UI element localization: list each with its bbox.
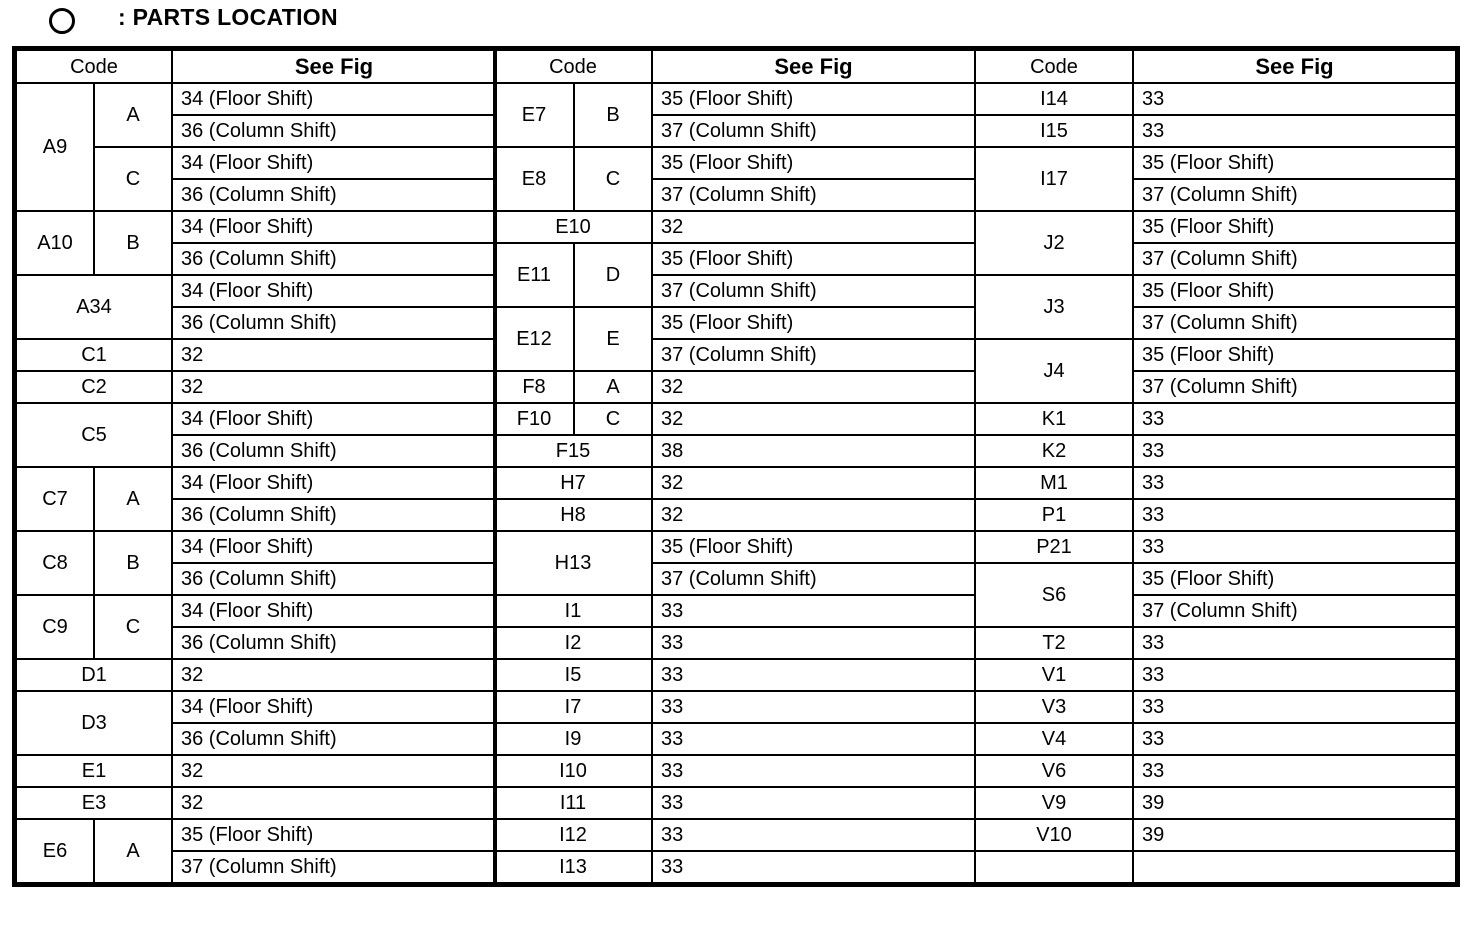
see-fig-cell: 37 (Column Shift) bbox=[1133, 595, 1456, 627]
table-row bbox=[16, 83, 496, 115]
table-row bbox=[16, 755, 496, 787]
code-cell: P21 bbox=[975, 531, 1133, 563]
see-fig-cell: 36 (Column Shift) bbox=[172, 723, 496, 755]
table-row bbox=[975, 115, 1456, 147]
see-fig-cell: 33 bbox=[1133, 659, 1456, 691]
see-fig-cell bbox=[1133, 851, 1456, 883]
code-cell: C7 bbox=[16, 467, 94, 531]
table-row bbox=[16, 467, 496, 499]
see-fig-cell: 33 bbox=[1133, 755, 1456, 787]
code-cell: C8 bbox=[16, 531, 94, 595]
code-cell: E3 bbox=[16, 787, 172, 819]
code-cell: C9 bbox=[16, 595, 94, 659]
see-fig-cell: 32 bbox=[172, 371, 496, 403]
code-cell: S6 bbox=[975, 563, 1133, 627]
code-cell: F8 bbox=[494, 371, 574, 403]
code-cell: F15 bbox=[494, 435, 652, 467]
see-fig-cell: 35 (Floor Shift) bbox=[1133, 211, 1456, 243]
code-cell: V3 bbox=[975, 691, 1133, 723]
see-fig-cell: 37 (Column Shift) bbox=[652, 179, 975, 211]
code-cell: E6 bbox=[16, 819, 94, 883]
see-fig-cell: 33 bbox=[1133, 115, 1456, 147]
code-cell: A9 bbox=[16, 83, 94, 211]
see-fig-cell: 39 bbox=[1133, 819, 1456, 851]
code-cell: M1 bbox=[975, 467, 1133, 499]
code-cell: J2 bbox=[975, 211, 1133, 275]
see-fig-cell: 33 bbox=[652, 659, 975, 691]
see-fig-cell: 33 bbox=[652, 787, 975, 819]
see-fig-cell: 33 bbox=[1133, 435, 1456, 467]
code-cell: A bbox=[94, 819, 172, 883]
see-fig-cell: 33 bbox=[652, 627, 975, 659]
see-fig-cell: 33 bbox=[652, 595, 975, 627]
table-row bbox=[494, 147, 975, 179]
code-cell: J4 bbox=[975, 339, 1133, 403]
see-fig-cell: 35 (Floor Shift) bbox=[1133, 275, 1456, 307]
see-fig-header: See Fig bbox=[652, 50, 975, 83]
see-fig-cell: 37 (Column Shift) bbox=[1133, 371, 1456, 403]
see-fig-cell: 37 (Column Shift) bbox=[652, 563, 975, 595]
code-cell: I5 bbox=[494, 659, 652, 691]
code-cell: C5 bbox=[16, 403, 172, 467]
code-cell: V10 bbox=[975, 819, 1133, 851]
code-cell: A34 bbox=[16, 275, 172, 339]
code-cell: D bbox=[574, 243, 652, 307]
table-row bbox=[975, 467, 1456, 499]
code-cell: E1 bbox=[16, 755, 172, 787]
table-row bbox=[975, 275, 1456, 307]
table-row bbox=[494, 595, 975, 627]
table-row bbox=[975, 531, 1456, 563]
table-row bbox=[16, 691, 496, 723]
see-fig-cell: 32 bbox=[172, 755, 496, 787]
table-row bbox=[975, 819, 1456, 851]
code-cell: J3 bbox=[975, 275, 1133, 339]
code-cell: C bbox=[574, 147, 652, 211]
see-fig-cell: 37 (Column Shift) bbox=[172, 851, 496, 883]
code-cell: C2 bbox=[16, 371, 172, 403]
table-row bbox=[975, 755, 1456, 787]
code-cell: D1 bbox=[16, 659, 172, 691]
table-row bbox=[494, 499, 975, 531]
table-row bbox=[975, 83, 1456, 115]
table-row bbox=[975, 147, 1456, 179]
see-fig-cell: 33 bbox=[1133, 723, 1456, 755]
see-fig-cell: 34 (Floor Shift) bbox=[172, 275, 496, 307]
table-row bbox=[494, 467, 975, 499]
code-cell: I10 bbox=[494, 755, 652, 787]
code-cell: I12 bbox=[494, 819, 652, 851]
circle-icon bbox=[49, 8, 75, 34]
code-cell: H8 bbox=[494, 499, 652, 531]
see-fig-cell: 36 (Column Shift) bbox=[172, 307, 496, 339]
table-row bbox=[975, 563, 1456, 595]
code-cell: I17 bbox=[975, 147, 1133, 211]
see-fig-cell: 32 bbox=[652, 467, 975, 499]
code-cell: V6 bbox=[975, 755, 1133, 787]
see-fig-cell: 32 bbox=[652, 371, 975, 403]
see-fig-cell: 35 (Floor Shift) bbox=[1133, 563, 1456, 595]
table-row bbox=[494, 851, 975, 883]
table-row bbox=[494, 659, 975, 691]
table-row bbox=[16, 275, 496, 307]
table-row bbox=[975, 851, 1456, 883]
parts-location-table-1 bbox=[15, 49, 497, 884]
see-fig-cell: 35 (Floor Shift) bbox=[652, 243, 975, 275]
table-row bbox=[494, 531, 975, 563]
code-cell: E7 bbox=[494, 83, 574, 147]
see-fig-cell: 35 (Floor Shift) bbox=[652, 307, 975, 339]
table-row bbox=[16, 819, 496, 851]
code-header: Code bbox=[16, 50, 172, 83]
table-row bbox=[16, 595, 496, 627]
code-cell: B bbox=[94, 211, 172, 275]
see-fig-cell: 33 bbox=[1133, 531, 1456, 563]
see-fig-cell: 36 (Column Shift) bbox=[172, 115, 496, 147]
table-row bbox=[494, 243, 975, 275]
see-fig-cell: 37 (Column Shift) bbox=[652, 275, 975, 307]
code-cell: A10 bbox=[16, 211, 94, 275]
see-fig-cell: 33 bbox=[652, 819, 975, 851]
code-cell: E10 bbox=[494, 211, 652, 243]
parts-location-table-3 bbox=[974, 49, 1457, 884]
see-fig-header: See Fig bbox=[172, 50, 496, 83]
see-fig-cell: 34 (Floor Shift) bbox=[172, 403, 496, 435]
code-cell: E bbox=[574, 307, 652, 371]
code-cell: A bbox=[574, 371, 652, 403]
see-fig-cell: 37 (Column Shift) bbox=[1133, 243, 1456, 275]
table-row bbox=[494, 307, 975, 339]
see-fig-cell: 38 bbox=[652, 435, 975, 467]
table-row bbox=[494, 787, 975, 819]
code-cell: I7 bbox=[494, 691, 652, 723]
code-header: Code bbox=[494, 50, 652, 83]
see-fig-cell: 35 (Floor Shift) bbox=[652, 83, 975, 115]
see-fig-cell: 36 (Column Shift) bbox=[172, 243, 496, 275]
see-fig-cell: 35 (Floor Shift) bbox=[652, 147, 975, 179]
see-fig-cell: 33 bbox=[1133, 467, 1456, 499]
table-row bbox=[16, 403, 496, 435]
see-fig-cell: 33 bbox=[652, 755, 975, 787]
table-row bbox=[975, 499, 1456, 531]
see-fig-cell: 34 (Floor Shift) bbox=[172, 467, 496, 499]
code-header: Code bbox=[975, 50, 1133, 83]
code-cell bbox=[975, 851, 1133, 883]
see-fig-cell: 33 bbox=[1133, 691, 1456, 723]
header-row bbox=[494, 50, 975, 83]
see-fig-cell: 33 bbox=[652, 691, 975, 723]
code-cell: H13 bbox=[494, 531, 652, 595]
code-cell: P1 bbox=[975, 499, 1133, 531]
see-fig-cell: 37 (Column Shift) bbox=[1133, 307, 1456, 339]
code-cell: C bbox=[574, 403, 652, 435]
page-header bbox=[0, 0, 1472, 44]
table-row bbox=[16, 531, 496, 563]
see-fig-cell: 34 (Floor Shift) bbox=[172, 595, 496, 627]
code-cell: V1 bbox=[975, 659, 1133, 691]
see-fig-cell: 33 bbox=[1133, 627, 1456, 659]
code-cell: I9 bbox=[494, 723, 652, 755]
table-row bbox=[975, 211, 1456, 243]
see-fig-cell: 36 (Column Shift) bbox=[172, 499, 496, 531]
code-cell: F10 bbox=[494, 403, 574, 435]
code-cell: I14 bbox=[975, 83, 1133, 115]
table-row bbox=[975, 787, 1456, 819]
see-fig-cell: 33 bbox=[652, 723, 975, 755]
table-row bbox=[494, 755, 975, 787]
see-fig-cell: 32 bbox=[652, 499, 975, 531]
table-row bbox=[494, 403, 975, 435]
code-cell: E11 bbox=[494, 243, 574, 307]
table-row bbox=[494, 691, 975, 723]
see-fig-cell: 36 (Column Shift) bbox=[172, 179, 496, 211]
table-row bbox=[494, 819, 975, 851]
table-row bbox=[494, 435, 975, 467]
see-fig-cell: 32 bbox=[172, 787, 496, 819]
table-row bbox=[975, 403, 1456, 435]
see-fig-cell: 35 (Floor Shift) bbox=[652, 531, 975, 563]
code-cell: H7 bbox=[494, 467, 652, 499]
header-row bbox=[16, 50, 496, 83]
see-fig-cell: 32 bbox=[652, 211, 975, 243]
page-title: : PARTS LOCATION bbox=[118, 4, 338, 30]
table-row bbox=[16, 659, 496, 691]
see-fig-cell: 37 (Column Shift) bbox=[652, 339, 975, 371]
code-cell: V9 bbox=[975, 787, 1133, 819]
code-cell: B bbox=[574, 83, 652, 147]
code-cell: I15 bbox=[975, 115, 1133, 147]
table-row bbox=[975, 723, 1456, 755]
see-fig-cell: 35 (Floor Shift) bbox=[172, 819, 496, 851]
see-fig-cell: 36 (Column Shift) bbox=[172, 435, 496, 467]
code-cell: B bbox=[94, 531, 172, 595]
parts-table-right bbox=[974, 46, 1460, 887]
parts-table-left bbox=[12, 46, 497, 887]
see-fig-cell: 33 bbox=[652, 851, 975, 883]
code-cell: I11 bbox=[494, 787, 652, 819]
parts-location-table-2 bbox=[493, 49, 976, 884]
code-cell: C bbox=[94, 595, 172, 659]
see-fig-cell: 35 (Floor Shift) bbox=[1133, 147, 1456, 179]
see-fig-cell: 37 (Column Shift) bbox=[652, 115, 975, 147]
table-row bbox=[975, 627, 1456, 659]
code-cell: C bbox=[94, 147, 172, 211]
table-row bbox=[975, 659, 1456, 691]
code-cell: A bbox=[94, 467, 172, 531]
see-fig-cell: 36 (Column Shift) bbox=[172, 563, 496, 595]
table-row bbox=[16, 371, 496, 403]
see-fig-header: See Fig bbox=[1133, 50, 1456, 83]
table-row bbox=[494, 211, 975, 243]
see-fig-cell: 34 (Floor Shift) bbox=[172, 147, 496, 179]
see-fig-cell: 34 (Floor Shift) bbox=[172, 83, 496, 115]
see-fig-cell: 34 (Floor Shift) bbox=[172, 691, 496, 723]
code-cell: T2 bbox=[975, 627, 1133, 659]
table-row bbox=[16, 339, 496, 371]
see-fig-cell: 32 bbox=[172, 339, 496, 371]
table-row bbox=[494, 371, 975, 403]
parts-table-middle bbox=[493, 46, 976, 887]
see-fig-cell: 33 bbox=[1133, 403, 1456, 435]
code-cell: A bbox=[94, 83, 172, 147]
see-fig-cell: 33 bbox=[1133, 83, 1456, 115]
header-row bbox=[975, 50, 1456, 83]
see-fig-cell: 37 (Column Shift) bbox=[1133, 179, 1456, 211]
code-cell: V4 bbox=[975, 723, 1133, 755]
see-fig-cell: 36 (Column Shift) bbox=[172, 627, 496, 659]
code-cell: I2 bbox=[494, 627, 652, 659]
see-fig-cell: 35 (Floor Shift) bbox=[1133, 339, 1456, 371]
see-fig-cell: 34 (Floor Shift) bbox=[172, 211, 496, 243]
table-row bbox=[16, 211, 496, 243]
code-cell: D3 bbox=[16, 691, 172, 755]
code-cell: E8 bbox=[494, 147, 574, 211]
code-cell: I1 bbox=[494, 595, 652, 627]
table-row bbox=[975, 691, 1456, 723]
table-row bbox=[494, 723, 975, 755]
see-fig-cell: 33 bbox=[1133, 499, 1456, 531]
see-fig-cell: 34 (Floor Shift) bbox=[172, 531, 496, 563]
table-row bbox=[975, 339, 1456, 371]
see-fig-cell: 39 bbox=[1133, 787, 1456, 819]
table-row bbox=[16, 787, 496, 819]
see-fig-cell: 32 bbox=[172, 659, 496, 691]
code-cell: I13 bbox=[494, 851, 652, 883]
table-row bbox=[494, 83, 975, 115]
table-row bbox=[494, 627, 975, 659]
see-fig-cell: 32 bbox=[652, 403, 975, 435]
table-row bbox=[975, 435, 1456, 467]
code-cell: C1 bbox=[16, 339, 172, 371]
code-cell: K1 bbox=[975, 403, 1133, 435]
code-cell: E12 bbox=[494, 307, 574, 371]
code-cell: K2 bbox=[975, 435, 1133, 467]
